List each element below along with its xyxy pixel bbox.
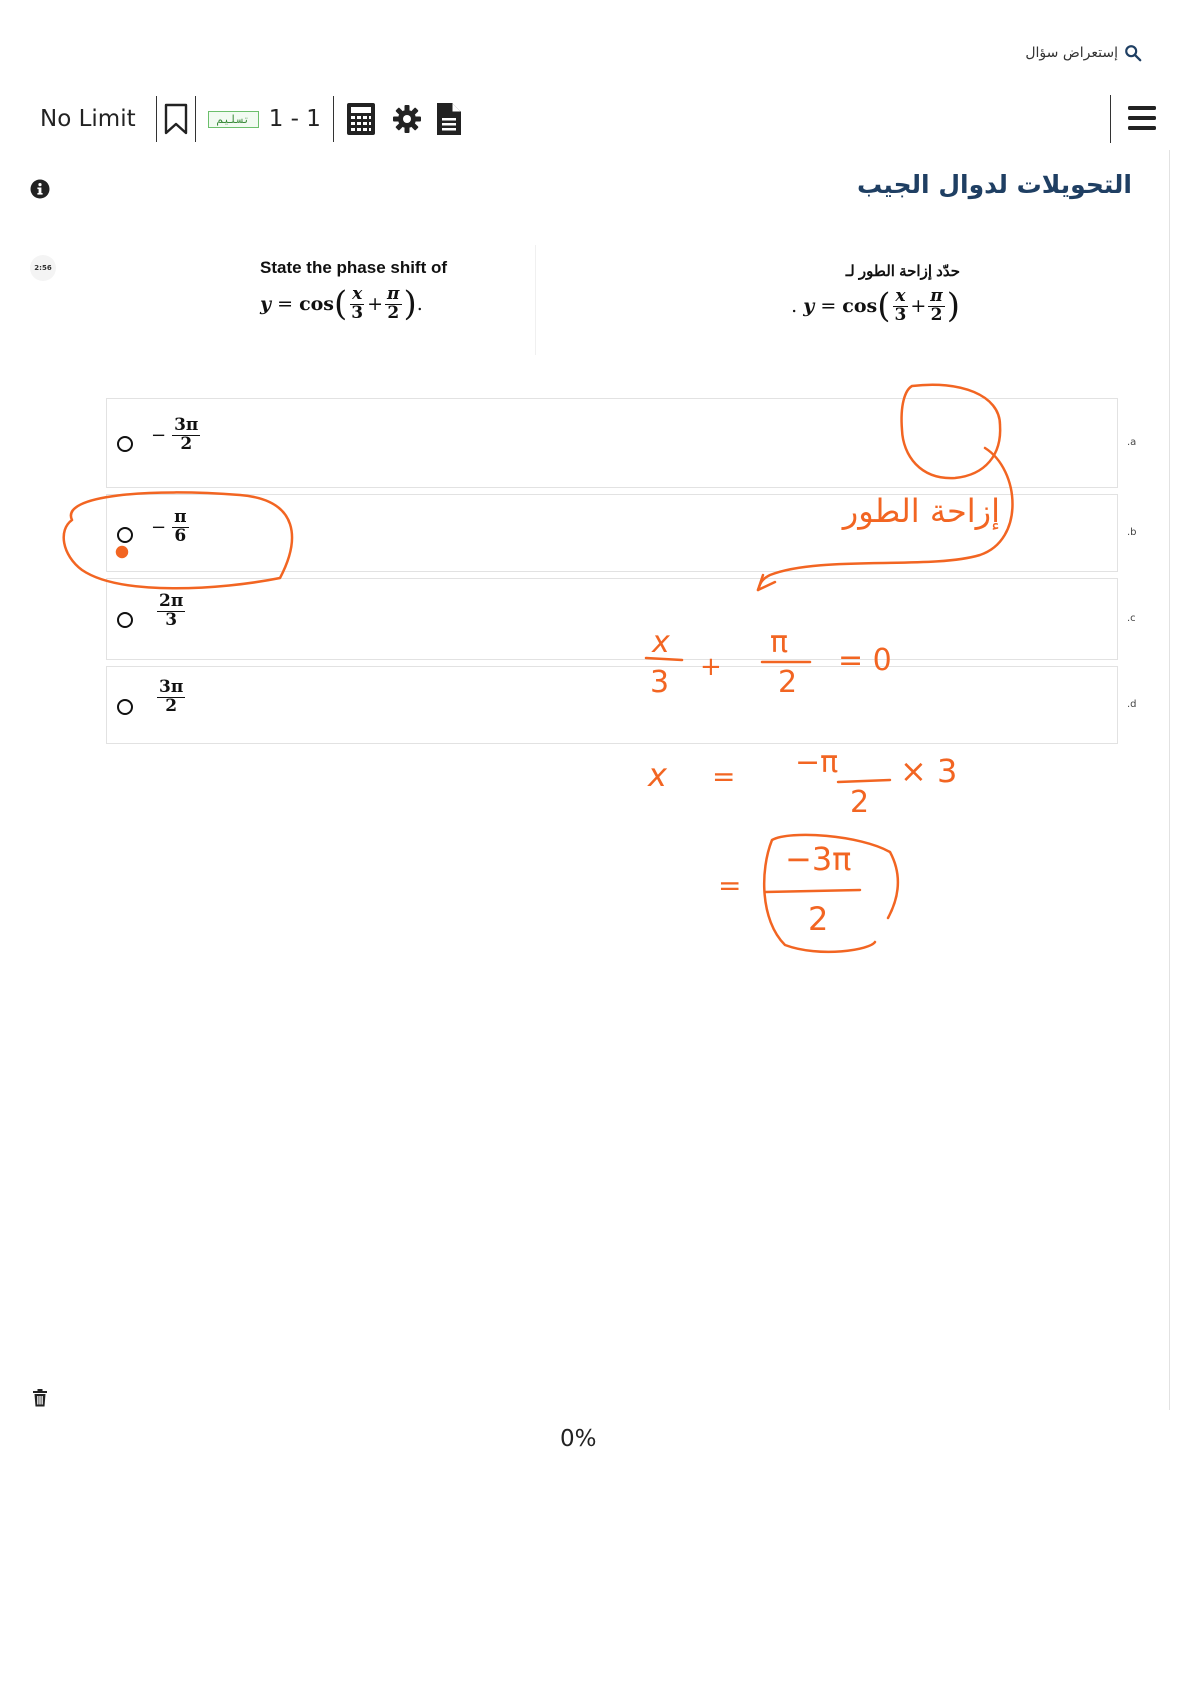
document-icon xyxy=(436,102,462,136)
answer-option-a[interactable] xyxy=(106,398,1137,488)
timer-badge: 2:56 xyxy=(30,255,56,281)
frac-num: 2π xyxy=(159,591,184,611)
ink-fraction-bar xyxy=(765,890,860,892)
column-divider xyxy=(535,245,536,355)
frac-num: π xyxy=(387,284,400,304)
formula-paren: ( xyxy=(334,284,348,325)
question-ar xyxy=(791,262,960,325)
content-border xyxy=(1169,150,1170,1410)
ink-answer-box xyxy=(764,835,898,952)
ink-step2-times: × 3 xyxy=(900,752,958,790)
ink-step3-num: −3π xyxy=(785,840,852,878)
toolbar-divider xyxy=(156,96,157,142)
answer-value xyxy=(151,593,187,630)
frac-num: π xyxy=(174,507,187,527)
quiz-toolbar xyxy=(40,95,468,143)
question-prompt-en: State the phase shift of xyxy=(260,258,448,277)
formula-y: y xyxy=(803,295,815,318)
submit-button[interactable]: تسليم xyxy=(208,111,259,128)
formula-paren: ) xyxy=(946,286,960,327)
answer-fraction xyxy=(172,417,200,454)
answer-option-c[interactable] xyxy=(106,578,1136,660)
trash-icon[interactable] xyxy=(32,1389,48,1407)
formula-paren: ) xyxy=(403,284,417,325)
frac-num: 3π xyxy=(174,415,199,435)
question-formula-en xyxy=(260,286,447,323)
frac-num: x xyxy=(352,284,363,304)
document-button[interactable] xyxy=(436,102,462,136)
calculator-icon xyxy=(346,102,376,136)
ink-step2-den: 2 xyxy=(850,785,870,820)
ink-step3-eq: = xyxy=(718,869,742,902)
formula-frac-pi2 xyxy=(385,286,401,323)
frac-num: x xyxy=(895,286,906,306)
formula-period: . xyxy=(416,293,423,316)
ink-step1-rhs: = 0 xyxy=(838,643,892,678)
formula-paren: ( xyxy=(877,286,891,327)
frac-den: 2 xyxy=(180,433,193,454)
formula-plus: + xyxy=(910,295,927,318)
formula-plus: + xyxy=(367,293,384,316)
radio-icon[interactable] xyxy=(117,527,133,543)
frac-num: π xyxy=(930,286,943,306)
answer-value xyxy=(151,509,191,546)
frac-den: 2 xyxy=(387,302,400,323)
bookmark-button[interactable] xyxy=(163,103,189,135)
frac-den: 3 xyxy=(351,302,364,323)
option-letter: .d xyxy=(1127,699,1137,710)
answer-option-b[interactable] xyxy=(106,494,1137,572)
frac-den: 2 xyxy=(930,304,943,325)
preview-question-label: إستعراض سؤال xyxy=(1025,45,1118,61)
frac-den: 3 xyxy=(894,304,907,325)
toolbar-divider xyxy=(195,96,196,142)
formula-frac-pi2 xyxy=(928,288,944,325)
formula-equals: = xyxy=(820,295,837,318)
option-letter: .a xyxy=(1127,437,1137,448)
ink-note-ar: إزاحة الطور xyxy=(842,492,1000,530)
frac-den: 6 xyxy=(174,525,187,546)
info-icon[interactable] xyxy=(30,179,50,199)
answer-sign: − xyxy=(151,424,167,446)
calculator-button[interactable] xyxy=(346,102,376,136)
formula-frac-x3 xyxy=(893,288,909,325)
search-icon xyxy=(1124,44,1142,62)
formula-equals: = xyxy=(277,293,294,316)
ink-step2-x: x xyxy=(648,756,667,794)
ink-step3-den: 2 xyxy=(808,900,829,938)
answer-option-d[interactable] xyxy=(106,666,1137,744)
menu-icon[interactable] xyxy=(1126,104,1158,132)
ink-step1-pi: π xyxy=(770,625,789,660)
progress-text: 0% xyxy=(560,1426,597,1452)
ink-step1-plus: + xyxy=(700,652,722,682)
radio-icon[interactable] xyxy=(117,612,133,628)
formula-cos: cos xyxy=(299,293,335,316)
formula-frac-x3 xyxy=(349,286,365,323)
answer-sign: − xyxy=(151,516,167,538)
radio-icon[interactable] xyxy=(117,699,133,715)
ink-step1-den2: 2 xyxy=(778,665,798,700)
answer-fraction xyxy=(157,593,185,630)
toolbar-divider xyxy=(333,96,334,142)
page-title: التحويلات لدوال الجيب xyxy=(856,170,1132,199)
frac-den: 3 xyxy=(165,609,178,630)
answer-value xyxy=(151,417,202,454)
question-range: 1 - 1 xyxy=(268,106,321,132)
ink-step2-num: −π xyxy=(795,745,839,780)
question-formula-ar xyxy=(791,288,960,325)
answer-value xyxy=(151,679,187,716)
settings-button[interactable] xyxy=(392,104,422,134)
answer-fraction xyxy=(157,679,185,716)
option-letter: .b xyxy=(1127,527,1137,538)
gear-icon xyxy=(392,104,422,134)
ink-step1-den: 3 xyxy=(650,665,670,700)
bookmark-icon xyxy=(163,103,189,135)
formula-y: y xyxy=(260,293,272,316)
frac-den: 2 xyxy=(165,695,178,716)
time-limit-label: No Limit xyxy=(40,106,136,132)
formula-cos: cos xyxy=(842,295,878,318)
menu-divider xyxy=(1110,95,1111,143)
ink-step1-num: x xyxy=(652,625,670,660)
ink-fraction-bar xyxy=(838,780,890,782)
option-letter: .c xyxy=(1127,613,1136,624)
preview-question-link[interactable] xyxy=(1025,44,1142,62)
ink-step2-eq: = xyxy=(712,760,736,793)
frac-num: 3π xyxy=(159,677,184,697)
radio-icon[interactable] xyxy=(117,436,133,452)
question-en xyxy=(260,258,447,323)
question-prompt-ar: حدّد إزاحة الطور لـ xyxy=(845,263,960,280)
answer-fraction xyxy=(172,509,188,546)
formula-period: . xyxy=(791,295,798,318)
